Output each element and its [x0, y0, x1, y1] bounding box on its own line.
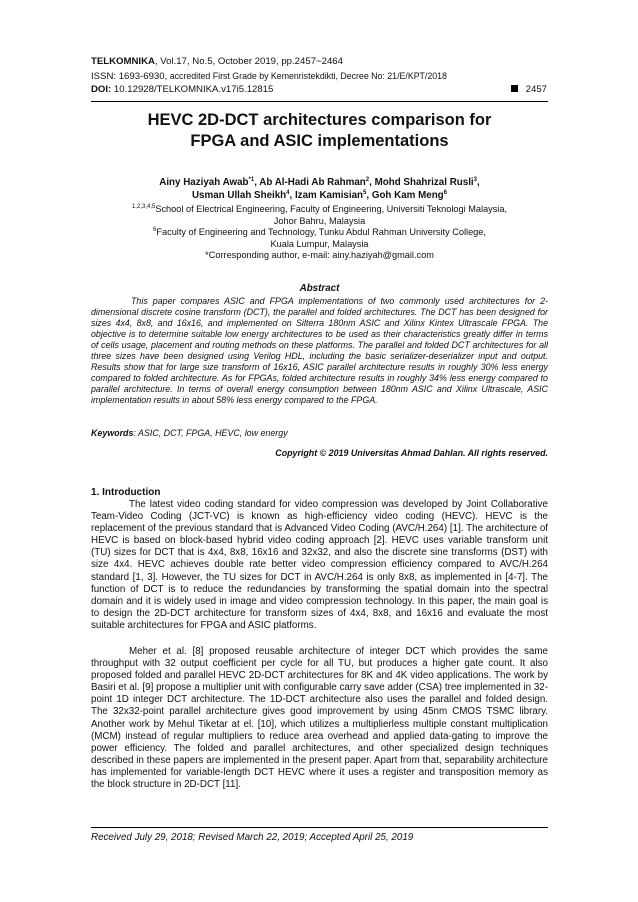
affiliation-2-sup: 6 [153, 227, 157, 234]
affiliation-1-line-1: School of Electrical Engineering, Faculty of Engineering, Universiti Teknologi Malaysia, [155, 204, 508, 214]
corresponding-author: *Corresponding author, e-mail: ainy.haziyah@gmail.com [205, 250, 434, 261]
title-line-1: HEVC 2D-DCT architectures comparison for [147, 111, 492, 129]
affiliation-2-line-2: Kuala Lumpur, Malaysia [270, 238, 369, 249]
author-list [91, 176, 548, 202]
doi: 10.12928/TELKOMNIKA.v17i5.12815 [111, 84, 274, 95]
issn-line [91, 71, 548, 83]
keywords-label: Keywords [91, 428, 134, 438]
keywords-text: : ASIC, DCT, FPGA, HEVC, low energy [133, 428, 288, 438]
author-6-sup: 6 [443, 190, 448, 196]
header-rule [91, 101, 548, 102]
journal-volume: , Vol.17, No.5, October 2019, pp.2457~2464 [154, 56, 343, 67]
author-1: Ainy Haziyah Awab [159, 177, 249, 188]
section-heading: 1. Introduction [91, 487, 161, 498]
page-number [511, 84, 547, 95]
affiliation-2 [91, 227, 548, 239]
author-4-sup: 4 [286, 190, 290, 196]
intro-paragraph-2: Meher et al. [8] proposed reusable architecture of integer DCT which provides the same throughput with 32 output coefficient per cycle for all TU, but produces a higher gate count. It also proposed folded and parallel HEVC 2D-DCT architectures for 8K and 4K video applications. The work by Basiri et al. [9] propose a multiplier unit with configurable carry save adder (CSA) tree implemented in 32-point 1D integer DCT architecture. The 1D-DCT architecture also uses the parallel and folded design. The 32x32-point parallel architecture gives good improvement by using 45nm CMOS TSMC library. Another work by Mehul Tiketar at el. [10], which utilizes a multiplierless multiple constant multiplication (MCM) instead of regular multipliers to reduce area overhead and applied data-gating to improve the power efficiency. The folded and parallel architectures, and other specialized design techniques described in these papers are implemented in the present paper. Apart from that, separability architecture has implemented for variable-length DCT HEVC where it uses a register and transposition memory as the block structure in 2D-DCT [11]. [91, 646, 548, 791]
author-line-1: Ainy Haziyah Awab$^{*1}$, Ab Al-Hadi Ab Rahman$^2$, Mohd Shahrizal Rusli$^3$, [159, 177, 480, 188]
author-6: , Goh Kam Meng [366, 190, 444, 201]
copyright-notice: Copyright © 2019 Universitas Ahmad Dahlan. All rights reserved. [275, 448, 548, 458]
author-5-sup: 5 [363, 190, 367, 196]
author-3-sup: 3 [473, 177, 477, 183]
keywords [91, 428, 548, 438]
affiliation-1-sup: 1,2,3,4,5 [131, 204, 156, 210]
journal-name: TELKOMNIKA [91, 56, 155, 67]
affiliation-2-line-1: Faculty of Engineering and Technology, Tunku Abdul Rahman University College, [156, 227, 486, 238]
intro-paragraph-1: The latest video coding standard for video compression was developed by Joint Collaborative Team-Video Coding (JCT-VC) is known as high-efficiency video coding (HEVC). HEVC is the replacement of the previous standard that is Advanced Video Coding (AVC/H.264) [1]. The architecture of HEVC is based on block-based hybrid video coding approach [2]. HEVC uses variable transform unit (TU) sizes for DCT that is 4x4, 8x8, 16x16 and 32x32, and also the discrete sine transforms (DST) with size 4x4. HEVC achieves double rate better video compression efficiency compared to AVC/H.264 standard [1, 3]. However, the TU sizes for DCT in AVC/H.264 is only 8x8, as implemented in [4-7]. The function of DCT is to reduce the redundancies by transforming the spatial domain into the spectral domain and it is widely used in image and video compression technology. In this paper, the main goal is to design the 2D-DCT architecture for transform sizes of 4x4, 8x8, and 16x16 and evaluate the most suitable architectures for FPGA and ASIC platforms. [91, 499, 548, 631]
title-line-2: FPGA and ASIC implementations [190, 132, 449, 150]
affiliations [91, 204, 548, 262]
abstract-text: This paper compares ASIC and FPGA implementations of two commonly used architectures for 2-dimensional discrete cosine transform (DCT), the parallel and folded architectures. The DCT has been designed for sizes 4x4, 8x8, and 16x16, and implemented on Silterra 180nm ASIC and Xilinx Kintex Ultrascale FPGA. The objective is to determine suitable low energy architectures to be used as their characteristics greatly differ in terms of cells usage, placement and routing methods on these platforms. The parallel and folded DCT architectures for all three sizes have been designed using Verilog HDL, including the basic serializer-deserializer input and output. Results show that for large size transform of 16x16, ASIC parallel architecture results in roughly 30% less energy compared to folded architecture. As for FPGAs, folded architecture results in roughly 34% less energy compared to parallel architecture. In terms of overall energy consumption between 180nm ASIC and Xilinx Ultrascale, ASIC implementation results in about 58% less energy compared to the FPGA. [91, 296, 548, 405]
doi-line [91, 84, 548, 96]
paper-title [91, 110, 548, 152]
page-number-text: 2457 [525, 84, 547, 95]
author-3: , Mohd Shahrizal Rusli [369, 177, 474, 188]
received-dates: Received July 29, 2018; Revised March 22, 2019; Accepted April 25, 2019 [91, 832, 414, 843]
author-2-sup: 2 [365, 177, 370, 183]
affiliation-1 [91, 204, 548, 216]
author-5: , Izam Kamisian [289, 190, 364, 201]
author-line-2 [91, 189, 548, 202]
author-1-sup: *1 [248, 177, 255, 183]
issn: ISSN: 1693-6930, [91, 71, 168, 82]
accreditation: accredited First Grade by Kemenristekdikti, Decree No: 21/E/KPT/2018 [167, 71, 447, 81]
doi-label: DOI: [91, 84, 112, 95]
affiliation-1-line-2: Johor Bahru, Malaysia [273, 215, 366, 226]
author-4: Usman Ullah Sheikh [191, 190, 287, 201]
journal-citation [91, 56, 548, 68]
footer-rule [91, 827, 548, 828]
square-bullet-icon [511, 85, 518, 92]
author-2: , Ab Al-Hadi Ab Rahman [254, 177, 366, 188]
abstract-heading: Abstract [299, 283, 340, 294]
